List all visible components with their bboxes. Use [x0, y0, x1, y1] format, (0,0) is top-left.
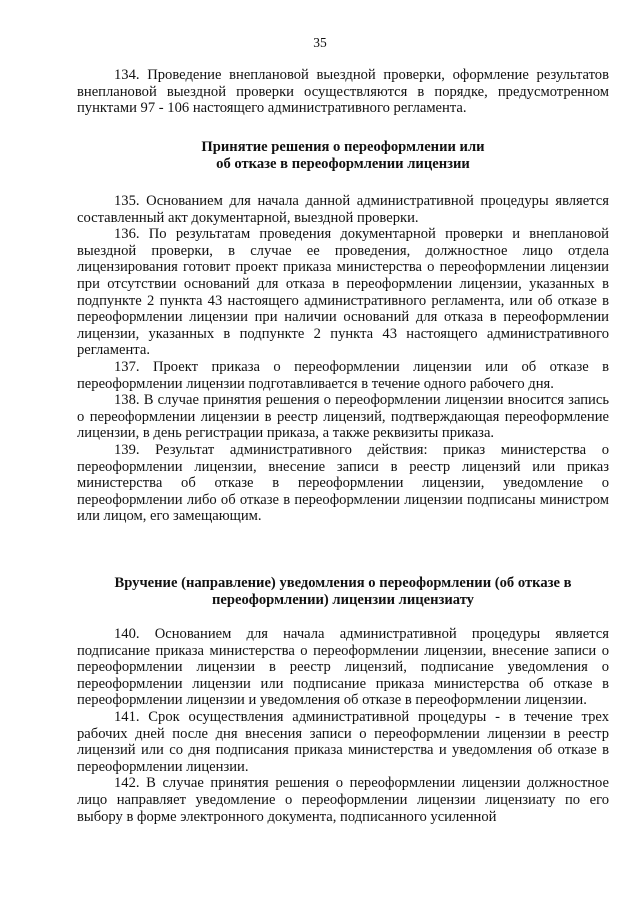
section-heading	[77, 575, 609, 609]
paragraph-134: 134. Проведение внеплановой выездной проверки, оформление результатов внеплановой выездной проверки осуществляются в порядке, предусмотренном пунктами 97 - 106 настоящего административного регламента.	[77, 67, 609, 117]
heading-line: Принятие решения о переоформлении или	[201, 139, 485, 155]
section-heading-2	[77, 575, 609, 609]
section-heading-1	[77, 139, 609, 173]
paragraph-139: 139. Результат административного действия: приказ министерства о переоформлении лицензии, внесение записи в реестр лицензий или приказ министерства об отказе в переоформлении лицензии, уведомление о переоформлении либо об отказе в переоформлении лицензии подписаны министром или лицом, его замещающим.	[77, 441, 609, 525]
paragraph-135: 135. Основанием для начала данной административной процедуры является составленный акт документарной, выездной проверки.	[77, 193, 609, 226]
section-decision	[77, 193, 609, 525]
paragraph-141: 141. Срок осуществления административной процедуры - в течение трех рабочих дней после дня внесения записи о переоформлении лицензии в реестр лицензий или со дня подписания приказа министерства и уведомления об отказе в переоформлении лицензии.	[77, 708, 609, 775]
section-intro	[77, 67, 609, 117]
heading-line: об отказе в переоформлении лицензии	[216, 156, 470, 172]
paragraph-137: 137. Проект приказа о переоформлении лицензии или об отказе в переоформлении лицензии подготавливается в течение одного рабочего дня.	[77, 358, 609, 392]
page-number: 35	[313, 35, 327, 50]
paragraph-140: 140. Основанием для начала административной процедуры является подписание приказа министерства о переоформлении лицензии, внесение записи о переоформлении лицензии в реестр лицензий, подписание уведомления о переоформлении лицензии или подписание приказа министерства об отказе в переоформлении лицензии и уведомления об отказе в переоформлении лицензии.	[77, 626, 609, 709]
paragraph-136: 136. По результатам проведения документарной проверки и внеплановой выездной проверки, в случае ее проведения, должностное лицо отдела лицензирования готовит проект приказа министерства о переоформлении лицензии при отсутствии оснований для отказа в переоформлении лицензии, указанных в подпункте 2 пункта 43 настоящего административного регламента, или об отказе в переоформлении лицензии при наличии оснований для отказа в переоформлении лицензии, указанных в подпункте 2 пункта 43 настоящего административного регламента.	[77, 226, 609, 359]
heading-line: переоформлении) лицензии лицензиату	[212, 592, 474, 608]
section-notification	[77, 626, 609, 825]
paragraph-142: 142. В случае принятия решения о переоформлении лицензии должностное лицо направляет уведомление о переоформлении лицензии лицензиату по его выбору в форме электронного документа, подписанного усиленной	[77, 775, 609, 825]
heading-line: Вручение (направление) уведомления о переоформлении (об отказе в	[114, 575, 572, 591]
paragraph-138: 138. В случае принятия решения о переоформлении лицензии вносится запись о переоформлении лицензии в реестр лицензий, подтверждающая переоформление лицензии, в день регистрации приказа, а также реквизиты приказа.	[77, 392, 609, 442]
section-heading	[77, 139, 609, 173]
